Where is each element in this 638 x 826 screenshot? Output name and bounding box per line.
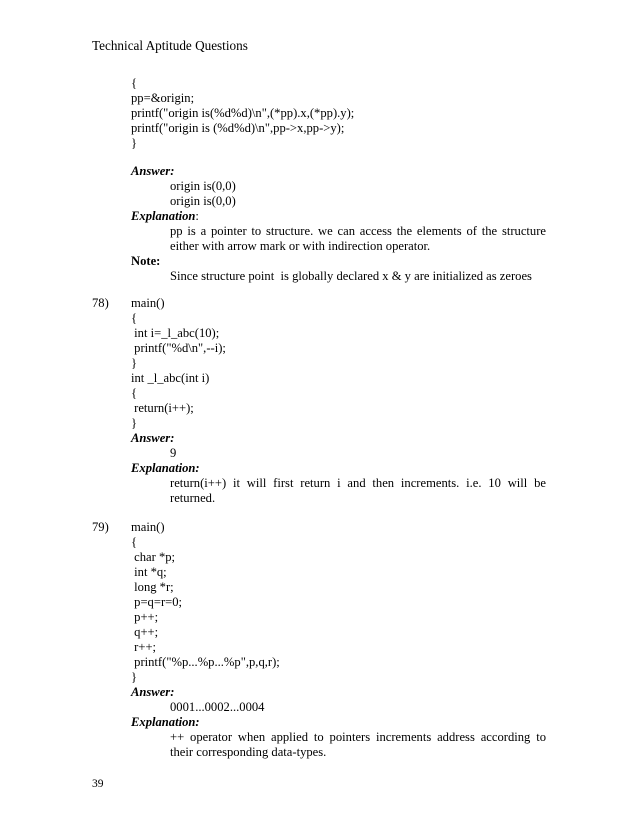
answer-label: Answer: xyxy=(131,164,175,178)
code-line: } xyxy=(131,670,138,684)
page-header-title: Technical Aptitude Questions xyxy=(92,38,248,53)
explanation-text: pp is a pointer to structure. we can access the elements of the structure xyxy=(170,224,546,238)
code-line: { xyxy=(131,386,138,400)
explanation-text: returned. xyxy=(170,491,216,505)
code-line: main() xyxy=(131,520,165,534)
code-line: { xyxy=(131,76,138,90)
code-line: } xyxy=(131,136,138,150)
explanation-label-colon: : xyxy=(195,209,199,223)
explanation-text: return(i++) it will first return i and then increments. i.e. 10 will be xyxy=(170,476,546,490)
code-line: } xyxy=(131,356,138,370)
note-label: Note: xyxy=(131,254,161,268)
answer-text: 9 xyxy=(170,446,177,460)
explanation-label: Explanation: xyxy=(131,461,200,475)
answer-text: origin is(0,0) xyxy=(170,179,236,193)
code-line: char *p; xyxy=(131,550,176,564)
answer-label: Answer: xyxy=(131,431,175,445)
explanation-text: their corresponding data-types. xyxy=(170,745,327,759)
explanation-label xyxy=(131,209,199,224)
code-line: printf("origin is (%d%d)\n",pp->x,pp->y); xyxy=(131,121,345,135)
note-text: Since structure point is globally declared x & y are initialized as zeroes xyxy=(170,269,532,283)
explanation-text: either with arrow mark or with indirection operator. xyxy=(170,239,431,253)
code-line: int i=_l_abc(10); xyxy=(131,326,220,340)
explanation-label-text: Explanation xyxy=(131,209,196,223)
answer-text: 0001...0002...0004 xyxy=(170,700,265,714)
answer-label: Answer: xyxy=(131,685,175,699)
code-line: } xyxy=(131,416,138,430)
answer-text: origin is(0,0) xyxy=(170,194,236,208)
question-number: 79) xyxy=(92,520,109,534)
code-line: return(i++); xyxy=(131,401,194,415)
code-line: int _l_abc(int i) xyxy=(131,371,210,385)
code-line: p++; xyxy=(131,610,159,624)
code-line: int *q; xyxy=(131,565,167,579)
question-number: 78) xyxy=(92,296,109,310)
code-line: printf("origin is(%d%d)\n",(*pp).x,(*pp).y); xyxy=(131,106,355,120)
code-line: printf("%d\n",--i); xyxy=(131,341,226,355)
code-line: main() xyxy=(131,296,165,310)
explanation-text: ++ operator when applied to pointers increments address according to xyxy=(170,730,546,744)
code-line: p=q=r=0; xyxy=(131,595,183,609)
code-line: q++; xyxy=(131,625,159,639)
code-line: printf("%p...%p...%p",p,q,r); xyxy=(131,655,280,669)
code-line: pp=&origin; xyxy=(131,91,195,105)
code-line: { xyxy=(131,311,138,325)
page-number: 39 xyxy=(92,778,104,790)
explanation-label: Explanation: xyxy=(131,715,200,729)
code-line: { xyxy=(131,535,138,549)
code-line: r++; xyxy=(131,640,157,654)
code-line: long *r; xyxy=(131,580,174,594)
